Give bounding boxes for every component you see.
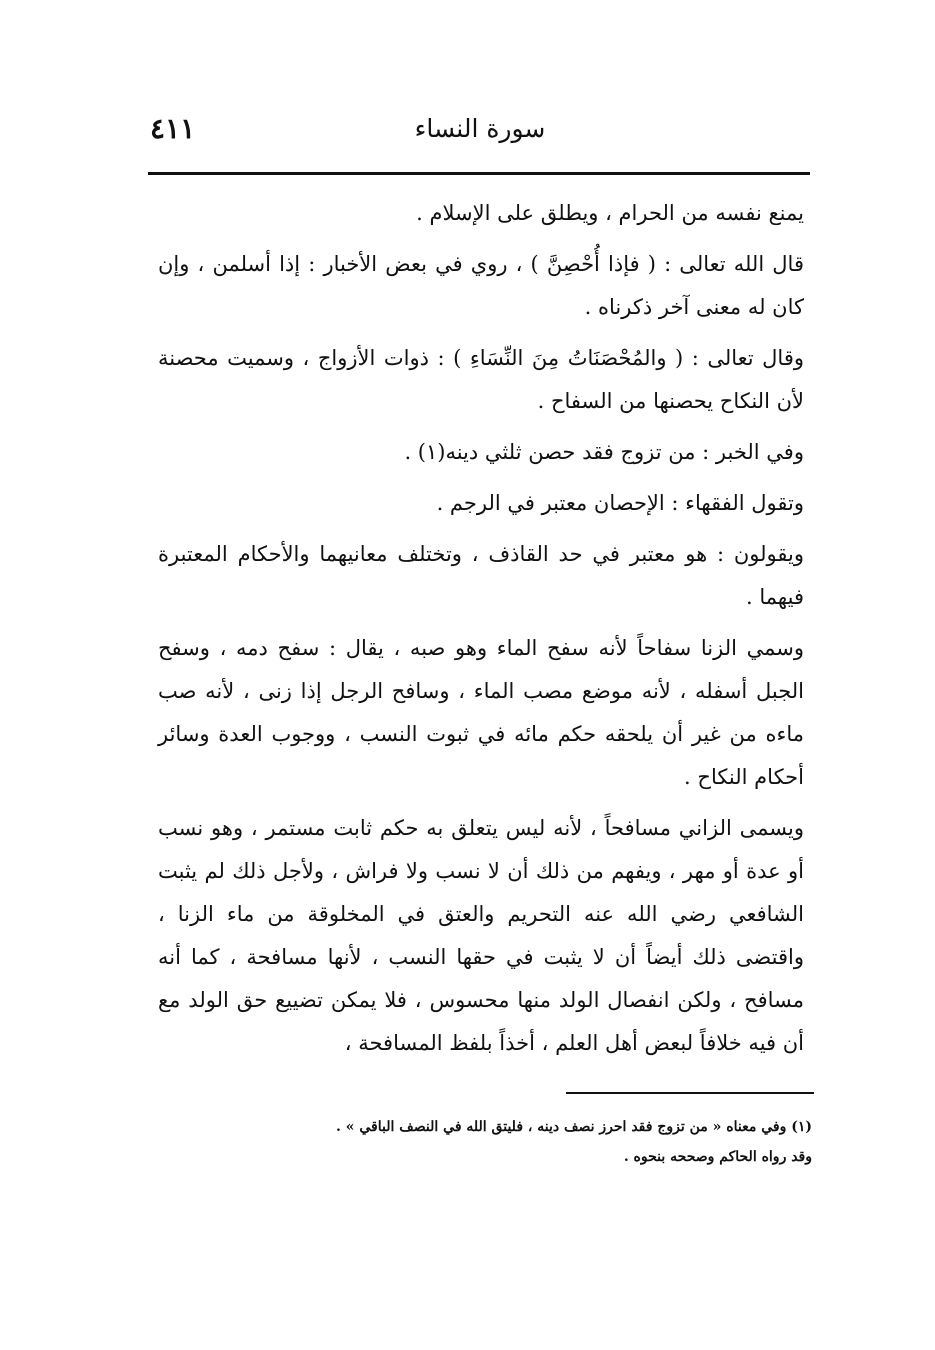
paragraph: ويقولون : هو معتبر في حد القاذف ، وتختلف معانيهما والأحكام المعتبرة فيهما . (158, 542, 804, 609)
paragraph: قال الله تعالى : ( فإذا أُحْصِنَّ ) ، روي في بعض الأخبار : إذا أسلمن ، وإن كان له معنى آخر ذكرناه . (158, 252, 804, 319)
running-title: سورة النساء (414, 114, 546, 143)
page-number: ٤١١ (150, 112, 196, 145)
body-text (158, 192, 804, 1073)
paragraph: وتقول الفقهاء : الإحصان معتبر في الرجم . (436, 491, 804, 515)
paragraph: وقال تعالى : ( والمُحْصَنَاتُ مِنَ النِّسَاءِ ) : ذوات الأزواج ، وسميت محصنة لأن النكاح يحصنها من السفاح . (158, 346, 804, 413)
paragraph: ويسمى الزاني مسافحاً ، لأنه ليس يتعلق به حكم ثابت مستمر ، وهو نسب أو عدة أو مهر ، ويفهم من ذلك أن لا نسب ولا فراش ، ولأجل ذلك لم يثبت الشافعي رضي الله عنه التحريم والعتق في المخلوقة من ماء الزنا ، واقتضى ذلك أيضاً أن لا يثبت في حقها النسب ، لأنها مسافحة ، كما أنه مسافح ، ولكن انفصال الولد منها محسوس ، فلا يمكن تضييع حق الولد مع أن فيه خلافاً لبعض أهل العلم ، أخذاً بلفظ المسافحة ، (158, 816, 804, 1055)
page-header (150, 112, 810, 162)
footnote-rule (566, 1092, 814, 1094)
paragraph: وفي الخبر : من تزوج فقد حصن ثلثي دينه(١) . (404, 440, 804, 464)
header-rule (148, 172, 810, 175)
footnote-line: وقد رواه الحاكم وصححه بنحوه . (623, 1149, 812, 1165)
paragraph: يمنع نفسه من الحرام ، ويطلق على الإسلام . (416, 201, 804, 225)
footnote-line: (١) وفي معناه « من تزوج فقد احرز نصف دينه ، فليتق الله في النصف الباقي » . (336, 1119, 812, 1135)
footnotes (150, 1112, 812, 1172)
paragraph: وسمي الزنا سفاحاً لأنه سفح الماء وهو صبه ، يقال : سفح دمه ، وسفح الجبل أسفله ، لأنه موضع مصب الماء ، وسافح الرجل إذا زنى ، لأنه صب ماءه من غير أن يلحقه حكم مائه في ثبوت النسب ، ووجوب العدة وسائر أحكام النكاح . (158, 636, 804, 789)
